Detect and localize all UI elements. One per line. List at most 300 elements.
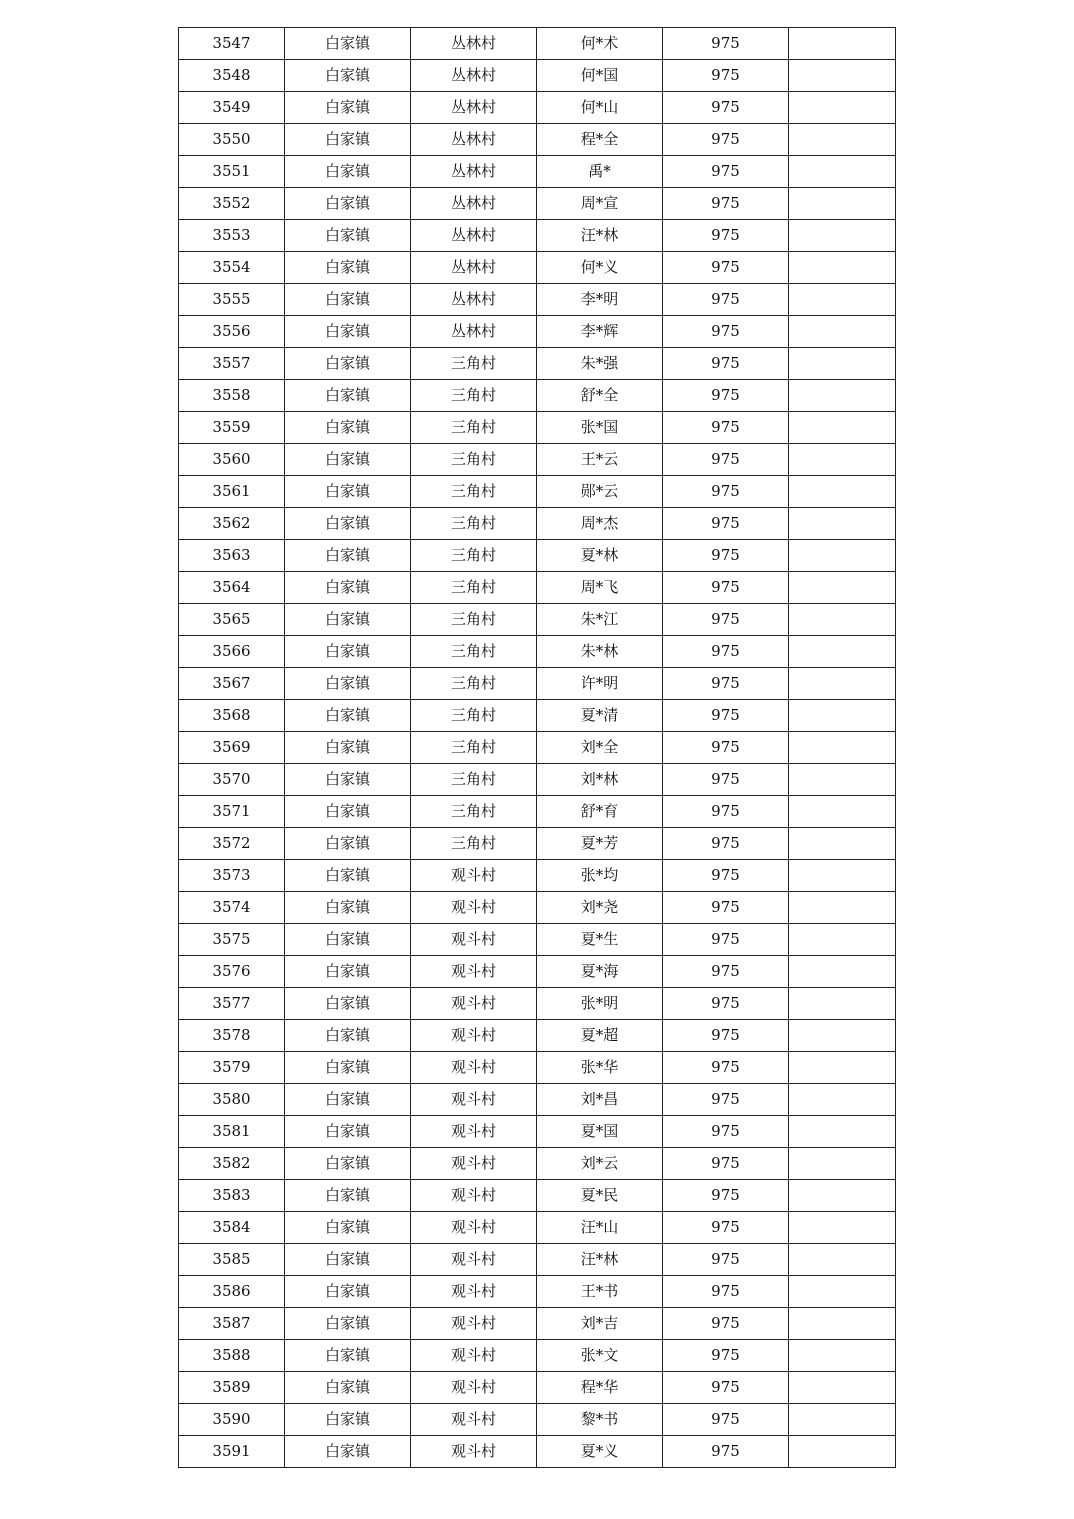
- cell-name: 程*全: [537, 124, 663, 156]
- cell-town: 白家镇: [285, 892, 411, 924]
- cell-note: [789, 764, 896, 796]
- cell-village: 观斗村: [411, 1244, 537, 1276]
- cell-name: 何*山: [537, 92, 663, 124]
- cell-note: [789, 124, 896, 156]
- table-row: [179, 284, 896, 316]
- cell-name: 周*杰: [537, 508, 663, 540]
- cell-serial-number: 3553: [179, 220, 285, 252]
- cell-serial-number: 3582: [179, 1148, 285, 1180]
- table-row: [179, 668, 896, 700]
- cell-amount: 975: [663, 892, 789, 924]
- cell-name: 刘*吉: [537, 1308, 663, 1340]
- cell-village: 观斗村: [411, 860, 537, 892]
- table-row: [179, 1372, 896, 1404]
- cell-village: 观斗村: [411, 1116, 537, 1148]
- cell-town: 白家镇: [285, 252, 411, 284]
- cell-note: [789, 1212, 896, 1244]
- cell-village: 观斗村: [411, 988, 537, 1020]
- cell-note: [789, 1148, 896, 1180]
- cell-amount: 975: [663, 1404, 789, 1436]
- cell-serial-number: 3548: [179, 60, 285, 92]
- subsidy-table: [178, 27, 896, 1468]
- cell-village: 三角村: [411, 732, 537, 764]
- cell-town: 白家镇: [285, 668, 411, 700]
- table-row: [179, 1116, 896, 1148]
- table-row: [179, 28, 896, 60]
- cell-town: 白家镇: [285, 60, 411, 92]
- cell-serial-number: 3558: [179, 380, 285, 412]
- cell-town: 白家镇: [285, 1340, 411, 1372]
- cell-serial-number: 3554: [179, 252, 285, 284]
- cell-village: 观斗村: [411, 1020, 537, 1052]
- cell-town: 白家镇: [285, 860, 411, 892]
- cell-amount: 975: [663, 764, 789, 796]
- table-row: [179, 700, 896, 732]
- cell-village: 丛林村: [411, 220, 537, 252]
- cell-serial-number: 3573: [179, 860, 285, 892]
- cell-serial-number: 3552: [179, 188, 285, 220]
- cell-amount: 975: [663, 1276, 789, 1308]
- cell-note: [789, 892, 896, 924]
- cell-note: [789, 1308, 896, 1340]
- cell-note: [789, 988, 896, 1020]
- table-row: [179, 1244, 896, 1276]
- cell-amount: 975: [663, 796, 789, 828]
- table-row: [179, 924, 896, 956]
- cell-amount: 975: [663, 188, 789, 220]
- cell-serial-number: 3572: [179, 828, 285, 860]
- cell-village: 丛林村: [411, 92, 537, 124]
- cell-town: 白家镇: [285, 1212, 411, 1244]
- cell-name: 张*均: [537, 860, 663, 892]
- cell-village: 三角村: [411, 636, 537, 668]
- cell-village: 三角村: [411, 700, 537, 732]
- cell-amount: 975: [663, 1020, 789, 1052]
- cell-amount: 975: [663, 1244, 789, 1276]
- cell-serial-number: 3578: [179, 1020, 285, 1052]
- cell-note: [789, 252, 896, 284]
- cell-village: 丛林村: [411, 156, 537, 188]
- cell-amount: 975: [663, 732, 789, 764]
- cell-village: 观斗村: [411, 1052, 537, 1084]
- cell-name: 夏*清: [537, 700, 663, 732]
- cell-name: 朱*江: [537, 604, 663, 636]
- cell-town: 白家镇: [285, 380, 411, 412]
- cell-town: 白家镇: [285, 796, 411, 828]
- cell-town: 白家镇: [285, 1404, 411, 1436]
- table-row: [179, 252, 896, 284]
- cell-village: 三角村: [411, 380, 537, 412]
- cell-serial-number: 3591: [179, 1436, 285, 1468]
- cell-name: 禹*: [537, 156, 663, 188]
- cell-note: [789, 636, 896, 668]
- cell-serial-number: 3566: [179, 636, 285, 668]
- cell-note: [789, 956, 896, 988]
- table-row: [179, 732, 896, 764]
- cell-name: 夏*超: [537, 1020, 663, 1052]
- cell-name: 舒*育: [537, 796, 663, 828]
- cell-town: 白家镇: [285, 1084, 411, 1116]
- cell-note: [789, 1084, 896, 1116]
- cell-village: 观斗村: [411, 1084, 537, 1116]
- cell-serial-number: 3576: [179, 956, 285, 988]
- cell-note: [789, 796, 896, 828]
- cell-amount: 975: [663, 476, 789, 508]
- cell-name: 夏*生: [537, 924, 663, 956]
- cell-serial-number: 3577: [179, 988, 285, 1020]
- cell-serial-number: 3590: [179, 1404, 285, 1436]
- cell-town: 白家镇: [285, 764, 411, 796]
- cell-amount: 975: [663, 636, 789, 668]
- table-row: [179, 892, 896, 924]
- cell-note: [789, 188, 896, 220]
- cell-name: 夏*国: [537, 1116, 663, 1148]
- cell-note: [789, 508, 896, 540]
- table-row: [179, 1436, 896, 1468]
- table-row: [179, 828, 896, 860]
- table-row: [179, 60, 896, 92]
- cell-town: 白家镇: [285, 828, 411, 860]
- cell-note: [789, 316, 896, 348]
- cell-village: 三角村: [411, 604, 537, 636]
- cell-name: 汪*山: [537, 1212, 663, 1244]
- table-row: [179, 316, 896, 348]
- cell-amount: 975: [663, 860, 789, 892]
- cell-name: 张*华: [537, 1052, 663, 1084]
- cell-town: 白家镇: [285, 636, 411, 668]
- cell-village: 观斗村: [411, 1308, 537, 1340]
- table-row: [179, 380, 896, 412]
- cell-serial-number: 3584: [179, 1212, 285, 1244]
- cell-amount: 975: [663, 1212, 789, 1244]
- cell-serial-number: 3560: [179, 444, 285, 476]
- cell-name: 刘*全: [537, 732, 663, 764]
- cell-serial-number: 3567: [179, 668, 285, 700]
- cell-serial-number: 3588: [179, 1340, 285, 1372]
- cell-serial-number: 3589: [179, 1372, 285, 1404]
- cell-town: 白家镇: [285, 924, 411, 956]
- cell-amount: 975: [663, 1084, 789, 1116]
- cell-note: [789, 860, 896, 892]
- cell-name: 周*宣: [537, 188, 663, 220]
- cell-name: 汪*林: [537, 1244, 663, 1276]
- cell-note: [789, 540, 896, 572]
- table-row: [179, 1084, 896, 1116]
- cell-serial-number: 3556: [179, 316, 285, 348]
- cell-serial-number: 3569: [179, 732, 285, 764]
- cell-town: 白家镇: [285, 28, 411, 60]
- cell-village: 三角村: [411, 412, 537, 444]
- cell-name: 张*文: [537, 1340, 663, 1372]
- cell-name: 夏*林: [537, 540, 663, 572]
- cell-village: 三角村: [411, 508, 537, 540]
- table-row: [179, 572, 896, 604]
- cell-note: [789, 1372, 896, 1404]
- cell-serial-number: 3586: [179, 1276, 285, 1308]
- cell-town: 白家镇: [285, 1276, 411, 1308]
- cell-village: 三角村: [411, 828, 537, 860]
- cell-note: [789, 668, 896, 700]
- cell-amount: 975: [663, 604, 789, 636]
- cell-serial-number: 3587: [179, 1308, 285, 1340]
- cell-amount: 975: [663, 1436, 789, 1468]
- cell-amount: 975: [663, 252, 789, 284]
- table-row: [179, 1308, 896, 1340]
- cell-serial-number: 3575: [179, 924, 285, 956]
- cell-name: 王*云: [537, 444, 663, 476]
- cell-serial-number: 3557: [179, 348, 285, 380]
- cell-note: [789, 1276, 896, 1308]
- cell-amount: 975: [663, 1340, 789, 1372]
- cell-town: 白家镇: [285, 1180, 411, 1212]
- cell-note: [789, 380, 896, 412]
- cell-note: [789, 1436, 896, 1468]
- table-row: [179, 124, 896, 156]
- cell-serial-number: 3561: [179, 476, 285, 508]
- cell-town: 白家镇: [285, 412, 411, 444]
- table-row: [179, 220, 896, 252]
- cell-amount: 975: [663, 220, 789, 252]
- cell-note: [789, 284, 896, 316]
- cell-amount: 975: [663, 1372, 789, 1404]
- cell-serial-number: 3583: [179, 1180, 285, 1212]
- cell-amount: 975: [663, 284, 789, 316]
- cell-name: 夏*芳: [537, 828, 663, 860]
- document-page: [178, 27, 895, 1468]
- cell-name: 何*术: [537, 28, 663, 60]
- cell-amount: 975: [663, 348, 789, 380]
- cell-note: [789, 156, 896, 188]
- cell-note: [789, 1244, 896, 1276]
- cell-name: 黎*书: [537, 1404, 663, 1436]
- table-row: [179, 1340, 896, 1372]
- cell-town: 白家镇: [285, 284, 411, 316]
- cell-town: 白家镇: [285, 124, 411, 156]
- cell-village: 三角村: [411, 796, 537, 828]
- cell-note: [789, 92, 896, 124]
- cell-village: 丛林村: [411, 316, 537, 348]
- cell-serial-number: 3551: [179, 156, 285, 188]
- cell-note: [789, 604, 896, 636]
- table-row: [179, 156, 896, 188]
- cell-name: 刘*昌: [537, 1084, 663, 1116]
- table-row: [179, 348, 896, 380]
- cell-amount: 975: [663, 1116, 789, 1148]
- cell-town: 白家镇: [285, 220, 411, 252]
- cell-serial-number: 3581: [179, 1116, 285, 1148]
- cell-amount: 975: [663, 156, 789, 188]
- cell-amount: 975: [663, 572, 789, 604]
- cell-name: 许*明: [537, 668, 663, 700]
- cell-amount: 975: [663, 1308, 789, 1340]
- cell-town: 白家镇: [285, 1436, 411, 1468]
- cell-town: 白家镇: [285, 572, 411, 604]
- table-row: [179, 860, 896, 892]
- cell-amount: 975: [663, 412, 789, 444]
- cell-town: 白家镇: [285, 604, 411, 636]
- cell-village: 三角村: [411, 476, 537, 508]
- table-row: [179, 412, 896, 444]
- cell-village: 三角村: [411, 444, 537, 476]
- cell-note: [789, 828, 896, 860]
- cell-name: 舒*全: [537, 380, 663, 412]
- cell-village: 观斗村: [411, 1180, 537, 1212]
- table-row: [179, 956, 896, 988]
- table-row: [179, 636, 896, 668]
- cell-serial-number: 3549: [179, 92, 285, 124]
- cell-note: [789, 1020, 896, 1052]
- cell-serial-number: 3547: [179, 28, 285, 60]
- cell-serial-number: 3562: [179, 508, 285, 540]
- cell-note: [789, 572, 896, 604]
- table-row: [179, 604, 896, 636]
- cell-village: 观斗村: [411, 1436, 537, 1468]
- table-row: [179, 764, 896, 796]
- cell-serial-number: 3571: [179, 796, 285, 828]
- table-row: [179, 1276, 896, 1308]
- cell-amount: 975: [663, 28, 789, 60]
- cell-village: 观斗村: [411, 1148, 537, 1180]
- cell-note: [789, 1340, 896, 1372]
- cell-name: 汪*林: [537, 220, 663, 252]
- cell-note: [789, 412, 896, 444]
- cell-village: 观斗村: [411, 956, 537, 988]
- table-row: [179, 444, 896, 476]
- cell-amount: 975: [663, 924, 789, 956]
- cell-amount: 975: [663, 60, 789, 92]
- cell-serial-number: 3563: [179, 540, 285, 572]
- cell-village: 观斗村: [411, 1212, 537, 1244]
- cell-amount: 975: [663, 124, 789, 156]
- cell-village: 丛林村: [411, 60, 537, 92]
- cell-village: 丛林村: [411, 124, 537, 156]
- cell-village: 观斗村: [411, 1404, 537, 1436]
- table-row: [179, 1020, 896, 1052]
- cell-name: 刘*尧: [537, 892, 663, 924]
- table-row: [179, 508, 896, 540]
- cell-amount: 975: [663, 700, 789, 732]
- cell-note: [789, 60, 896, 92]
- cell-village: 丛林村: [411, 188, 537, 220]
- cell-town: 白家镇: [285, 1244, 411, 1276]
- cell-village: 三角村: [411, 764, 537, 796]
- table-row: [179, 988, 896, 1020]
- cell-town: 白家镇: [285, 732, 411, 764]
- cell-amount: 975: [663, 92, 789, 124]
- cell-amount: 975: [663, 540, 789, 572]
- table-row: [179, 1148, 896, 1180]
- cell-town: 白家镇: [285, 988, 411, 1020]
- cell-amount: 975: [663, 956, 789, 988]
- cell-name: 何*国: [537, 60, 663, 92]
- cell-serial-number: 3568: [179, 700, 285, 732]
- cell-name: 李*明: [537, 284, 663, 316]
- cell-serial-number: 3565: [179, 604, 285, 636]
- cell-amount: 975: [663, 508, 789, 540]
- cell-town: 白家镇: [285, 1148, 411, 1180]
- cell-name: 周*飞: [537, 572, 663, 604]
- cell-town: 白家镇: [285, 188, 411, 220]
- cell-village: 观斗村: [411, 1340, 537, 1372]
- cell-village: 三角村: [411, 572, 537, 604]
- cell-note: [789, 732, 896, 764]
- cell-town: 白家镇: [285, 1052, 411, 1084]
- cell-serial-number: 3550: [179, 124, 285, 156]
- table-row: [179, 188, 896, 220]
- cell-note: [789, 444, 896, 476]
- cell-amount: 975: [663, 828, 789, 860]
- cell-name: 李*辉: [537, 316, 663, 348]
- cell-village: 观斗村: [411, 1372, 537, 1404]
- cell-town: 白家镇: [285, 956, 411, 988]
- cell-town: 白家镇: [285, 444, 411, 476]
- cell-note: [789, 220, 896, 252]
- cell-amount: 975: [663, 1052, 789, 1084]
- cell-town: 白家镇: [285, 156, 411, 188]
- cell-village: 丛林村: [411, 252, 537, 284]
- cell-village: 观斗村: [411, 892, 537, 924]
- cell-serial-number: 3580: [179, 1084, 285, 1116]
- cell-town: 白家镇: [285, 1372, 411, 1404]
- table-row: [179, 92, 896, 124]
- cell-name: 夏*海: [537, 956, 663, 988]
- cell-village: 丛林村: [411, 28, 537, 60]
- cell-village: 观斗村: [411, 924, 537, 956]
- cell-note: [789, 348, 896, 380]
- cell-village: 三角村: [411, 540, 537, 572]
- cell-town: 白家镇: [285, 476, 411, 508]
- table-body: [179, 28, 896, 1468]
- table-row: [179, 1212, 896, 1244]
- cell-town: 白家镇: [285, 700, 411, 732]
- cell-name: 张*国: [537, 412, 663, 444]
- cell-name: 朱*强: [537, 348, 663, 380]
- cell-village: 三角村: [411, 668, 537, 700]
- cell-amount: 975: [663, 380, 789, 412]
- cell-name: 何*义: [537, 252, 663, 284]
- cell-serial-number: 3559: [179, 412, 285, 444]
- cell-amount: 975: [663, 316, 789, 348]
- cell-name: 张*明: [537, 988, 663, 1020]
- cell-note: [789, 1116, 896, 1148]
- cell-name: 刘*林: [537, 764, 663, 796]
- cell-name: 夏*义: [537, 1436, 663, 1468]
- cell-serial-number: 3564: [179, 572, 285, 604]
- cell-note: [789, 1404, 896, 1436]
- cell-town: 白家镇: [285, 92, 411, 124]
- cell-note: [789, 700, 896, 732]
- cell-amount: 975: [663, 668, 789, 700]
- cell-village: 观斗村: [411, 1276, 537, 1308]
- cell-town: 白家镇: [285, 1308, 411, 1340]
- cell-town: 白家镇: [285, 1116, 411, 1148]
- table-row: [179, 796, 896, 828]
- cell-serial-number: 3585: [179, 1244, 285, 1276]
- table-row: [179, 1180, 896, 1212]
- cell-amount: 975: [663, 1148, 789, 1180]
- cell-amount: 975: [663, 988, 789, 1020]
- cell-note: [789, 924, 896, 956]
- cell-note: [789, 476, 896, 508]
- cell-town: 白家镇: [285, 348, 411, 380]
- cell-town: 白家镇: [285, 540, 411, 572]
- cell-name: 夏*民: [537, 1180, 663, 1212]
- cell-village: 丛林村: [411, 284, 537, 316]
- cell-name: 王*书: [537, 1276, 663, 1308]
- cell-village: 三角村: [411, 348, 537, 380]
- cell-town: 白家镇: [285, 1020, 411, 1052]
- cell-town: 白家镇: [285, 316, 411, 348]
